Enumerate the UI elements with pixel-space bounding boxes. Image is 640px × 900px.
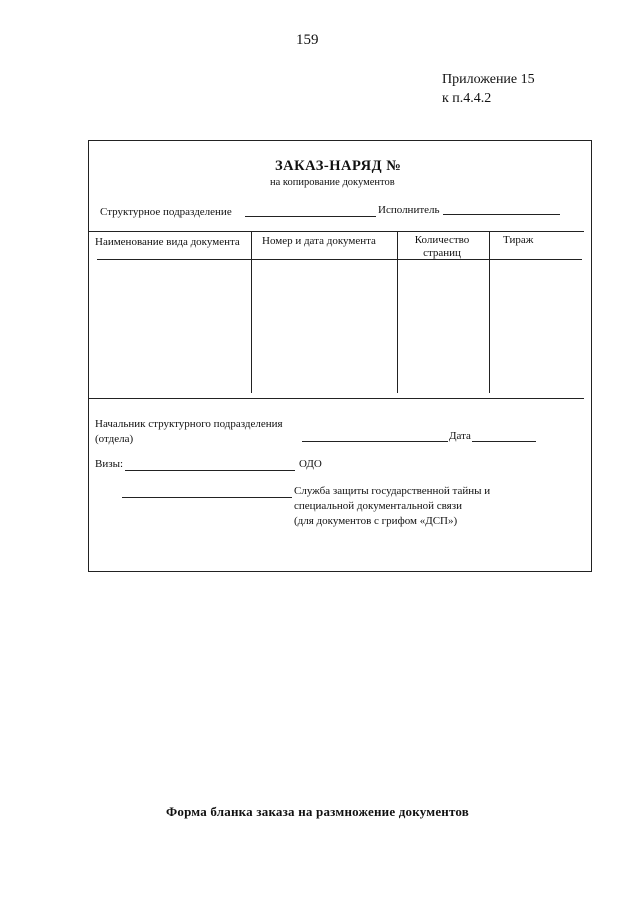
visa-signature-line [125,470,295,471]
appendix-line-2: к п.4.4.2 [442,91,492,106]
odo-label: ОДО [299,458,322,470]
appendix-line-1: Приложение 15 [442,72,535,87]
unit-field-line [245,216,376,217]
form-title: ЗАКАЗ-НАРЯД № [275,158,402,174]
column-header-doc-type: Наименование вида документа [95,236,240,248]
footer-caption: Форма бланка заказа на размножение документов [166,804,470,819]
page-number: 159 [296,32,319,48]
date-label: Дата [449,430,471,442]
executor-field-line [443,214,560,215]
executor-label: Исполнитель [378,204,440,216]
head-signature-line [302,441,448,442]
head-of-unit-label [95,417,283,447]
security-service-label [294,484,490,529]
unit-label: Структурное подразделение [100,206,232,218]
column-header-number-date: Номер и дата документа [262,235,376,247]
appendix-reference [442,70,535,108]
table-header-underline [97,259,582,260]
table-bottom-border [88,398,584,399]
table-top-border [88,231,584,232]
column-header-page-count: Количество страниц [414,234,470,259]
security-label-line-2: специальной документальной связи [294,500,462,512]
column-header-print-run: Тираж [503,234,534,246]
security-label-line-1: Служба защиты государственной тайны и [294,485,491,497]
security-label-line-3: (для документов с грифом «ДСП») [294,515,458,527]
head-of-unit-label-line-1: Начальник структурного подразделения [95,418,283,430]
security-signature-line [122,497,292,498]
form-subtitle: на копирование документов [270,177,395,188]
head-of-unit-label-line-2: (отдела) [95,433,134,445]
column-divider-3 [489,232,490,393]
column-divider-1 [251,232,252,393]
column-divider-2 [397,232,398,393]
visas-label: Визы: [95,458,124,470]
date-field-line [472,441,536,442]
